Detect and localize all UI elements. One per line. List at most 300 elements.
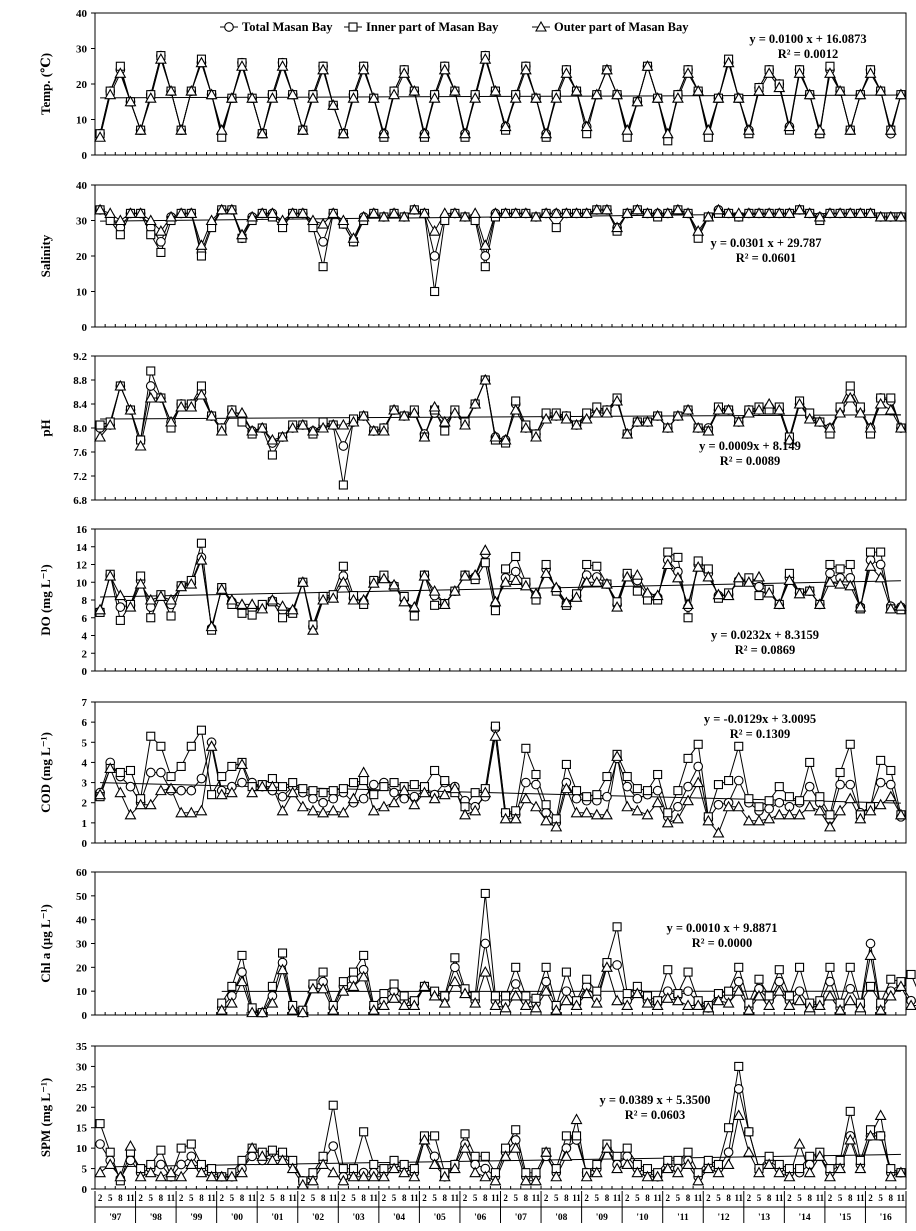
salinity-r-squared: R² = 0.0601 xyxy=(735,251,797,265)
cod-point-square xyxy=(431,766,439,774)
chla-panel xyxy=(38,867,916,1022)
do-y-tick-label: 14 xyxy=(76,541,87,554)
x-month-label: 5 xyxy=(189,1193,194,1203)
spm-point-square xyxy=(573,1132,581,1140)
x-month-label: 2 xyxy=(219,1193,224,1203)
cod-point-square xyxy=(339,785,347,793)
chla-point-square xyxy=(725,987,733,995)
chla-point-square xyxy=(755,975,763,983)
chla-point-square xyxy=(268,982,276,990)
x-month-label: 5 xyxy=(675,1193,681,1203)
x-year-label: '11 xyxy=(677,1213,689,1223)
spm-point-circle xyxy=(724,1148,733,1157)
x-month-label: 8 xyxy=(442,1193,447,1203)
cod-point-circle xyxy=(177,786,186,795)
spm-y-tick-label: 30 xyxy=(76,1061,87,1074)
cod-point-triangle xyxy=(490,731,500,740)
spm-point-circle xyxy=(734,1085,743,1094)
spm-y-tick-label: 10 xyxy=(76,1143,87,1156)
chla-point-circle xyxy=(775,977,784,986)
cod-y-tick-label: 3 xyxy=(81,777,87,790)
ph-point-square xyxy=(887,394,895,402)
x-month-label: 8 xyxy=(766,1193,772,1203)
spm-point-square xyxy=(187,1140,195,1148)
spm-point-square xyxy=(735,1062,743,1070)
x-month-label: 8 xyxy=(118,1193,123,1203)
cod-point-square xyxy=(755,803,763,811)
temperature-y-tick-label: 20 xyxy=(76,79,87,91)
chla-point-square xyxy=(775,966,783,974)
chla-point-circle xyxy=(238,968,247,977)
temperature-y-axis-label: Temp. (℃) xyxy=(38,52,53,116)
ph-y-tick-label: 6.8 xyxy=(73,495,87,507)
cod-point-square xyxy=(725,777,733,785)
cod-point-circle xyxy=(400,794,409,803)
cod-point-circle xyxy=(359,794,368,803)
cod-r-squared: R² = 0.1309 xyxy=(729,727,791,741)
x-month-label: 11 xyxy=(288,1193,297,1203)
cod-point-square xyxy=(147,732,155,740)
cod-point-circle xyxy=(278,792,287,801)
temperature-y-tick-label: 30 xyxy=(76,43,87,56)
cod-point-square xyxy=(532,771,540,779)
salinity-point-circle xyxy=(430,252,439,261)
spm-point-triangle xyxy=(724,1159,734,1168)
spm-point-triangle xyxy=(328,1168,338,1177)
do-point-square xyxy=(491,607,499,615)
x-month-label: 11 xyxy=(775,1193,784,1203)
x-month-label: 8 xyxy=(847,1193,853,1203)
cod-y-tick-label: 4 xyxy=(81,757,87,770)
cod-point-circle xyxy=(532,780,541,789)
cod-y-tick-label: 2 xyxy=(81,797,87,810)
chla-point-triangle xyxy=(866,950,876,959)
do-point-triangle xyxy=(754,572,764,581)
chla-point-square xyxy=(562,968,570,976)
chla-point-square xyxy=(502,992,510,1000)
spm-y-tick-label: 20 xyxy=(76,1102,87,1115)
chla-point-square xyxy=(228,982,236,990)
spm-y-tick-label: 35 xyxy=(76,1041,87,1053)
do-y-tick-label: 12 xyxy=(76,559,87,572)
x-month-label: 2 xyxy=(341,1193,346,1203)
cod-point-circle xyxy=(238,778,247,787)
cod-point-square xyxy=(218,773,226,781)
x-month-label: 5 xyxy=(391,1193,397,1203)
cod-point-circle xyxy=(522,778,531,787)
cod-point-circle xyxy=(369,780,378,789)
cod-point-square xyxy=(116,769,124,777)
do-point-square xyxy=(512,553,520,561)
spm-point-circle xyxy=(177,1160,186,1169)
x-year-label: '12 xyxy=(717,1213,730,1223)
spm-point-square xyxy=(177,1144,185,1152)
x-axis-labels xyxy=(95,1191,906,1223)
cod-point-square xyxy=(836,769,844,777)
cod-point-circle xyxy=(197,774,206,783)
cod-point-square xyxy=(187,742,195,750)
x-month-label: 11 xyxy=(734,1193,743,1203)
cod-point-square xyxy=(197,726,205,734)
cod-point-triangle xyxy=(278,806,288,815)
spm-point-square xyxy=(846,1107,854,1115)
x-month-label: 11 xyxy=(491,1193,500,1203)
x-year-label: '08 xyxy=(555,1213,568,1223)
do-point-square xyxy=(279,614,287,622)
cod-point-triangle xyxy=(815,806,825,815)
x-year-label: '05 xyxy=(433,1213,446,1223)
ph-plot-area xyxy=(95,356,906,500)
do-point-square xyxy=(116,616,124,624)
cod-trend-equation: y = -0.0129x + 3.0095 xyxy=(703,712,817,726)
chla-point-square xyxy=(593,987,601,995)
x-month-label: 8 xyxy=(280,1193,285,1203)
ph-point-square xyxy=(339,481,347,489)
x-year-label: '15 xyxy=(839,1213,852,1223)
chla-y-tick-label: 20 xyxy=(76,962,87,975)
spm-point-square xyxy=(725,1124,733,1132)
ph-point-square xyxy=(96,421,104,429)
chla-point-square xyxy=(785,992,793,1000)
spm-point-square xyxy=(745,1128,753,1136)
x-month-label: 5 xyxy=(837,1193,843,1203)
spm-point-square xyxy=(461,1130,469,1138)
salinity-y-axis-label: Salinity xyxy=(38,234,53,278)
salinity-point-square xyxy=(116,231,124,239)
x-year-label: '14 xyxy=(798,1213,811,1223)
cod-point-triangle xyxy=(298,802,308,811)
do-point-square xyxy=(684,614,692,622)
spm-point-triangle xyxy=(805,1168,815,1177)
cod-y-axis-label: COD (mg L⁻¹) xyxy=(38,732,53,813)
salinity-point-square xyxy=(431,288,439,296)
chla-point-triangle xyxy=(480,967,490,976)
ph-point-square xyxy=(512,397,520,405)
temperature-y-tick-label: 0 xyxy=(81,150,87,162)
spm-y-axis-label: SPM (mg L⁻¹) xyxy=(38,1077,53,1158)
cod-point-square xyxy=(177,762,185,770)
x-month-label: 11 xyxy=(247,1193,257,1203)
chla-y-axis-label: Chl a (µg L⁻¹) xyxy=(38,904,53,983)
cod-point-square xyxy=(796,797,804,805)
cod-point-circle xyxy=(805,782,814,791)
cod-point-circle xyxy=(603,792,612,801)
cod-point-square xyxy=(228,762,236,770)
cod-point-square xyxy=(542,801,550,809)
chla-point-square xyxy=(400,992,408,1000)
cod-point-triangle xyxy=(876,800,886,809)
x-year-label: '99 xyxy=(190,1213,203,1223)
salinity-point-square xyxy=(197,252,205,260)
cod-point-square xyxy=(826,811,834,819)
x-month-label: 5 xyxy=(310,1193,316,1203)
spm-point-triangle xyxy=(480,1172,490,1181)
spm-point-square xyxy=(562,1132,570,1140)
x-month-label: 2 xyxy=(462,1193,468,1203)
chla-point-triangle xyxy=(683,1000,693,1009)
cod-point-square xyxy=(806,758,814,766)
chart-panels xyxy=(38,8,916,1196)
cod-point-square xyxy=(522,744,530,752)
x-month-label: 2 xyxy=(787,1193,792,1203)
chla-point-square xyxy=(481,889,489,897)
cod-point-circle xyxy=(623,782,632,791)
x-month-label: 8 xyxy=(523,1193,529,1203)
do-point-square xyxy=(674,553,682,561)
chla-point-square xyxy=(451,954,459,962)
salinity-point-square xyxy=(147,231,155,239)
temperature-y-tick-label: 40 xyxy=(76,8,87,20)
spm-point-square xyxy=(268,1146,276,1154)
cod-point-square xyxy=(775,783,783,791)
salinity-point-square xyxy=(552,224,560,232)
cod-panel xyxy=(38,697,906,850)
ph-y-tick-label: 8.0 xyxy=(73,423,87,435)
cod-point-square xyxy=(603,773,611,781)
x-month-label: 2 xyxy=(665,1193,671,1203)
cod-point-square xyxy=(299,785,307,793)
x-month-label: 5 xyxy=(797,1193,802,1203)
do-y-tick-label: 16 xyxy=(76,524,87,536)
ph-point-square xyxy=(238,418,246,426)
cod-point-square xyxy=(887,766,895,774)
cod-series-markers-triangle xyxy=(95,731,906,837)
chla-y-tick-label: 60 xyxy=(76,867,87,879)
spm-point-triangle xyxy=(95,1168,105,1177)
chart-legend xyxy=(220,20,689,34)
chla-point-triangle xyxy=(511,991,521,1000)
x-month-label: 8 xyxy=(604,1193,610,1203)
do-point-circle xyxy=(116,603,125,612)
spm-r-squared: R² = 0.0603 xyxy=(624,1108,686,1122)
chla-point-square xyxy=(684,968,692,976)
spm-y-tick-label: 5 xyxy=(81,1163,87,1176)
x-year-label: '07 xyxy=(514,1213,527,1223)
x-month-label: 2 xyxy=(97,1193,103,1203)
x-year-label: '04 xyxy=(393,1213,406,1223)
cod-point-triangle xyxy=(622,802,632,811)
x-month-label: 8 xyxy=(807,1193,812,1203)
chla-point-triangle xyxy=(795,996,805,1005)
salinity-panel xyxy=(38,180,906,334)
cod-point-circle xyxy=(653,786,662,795)
cod-y-tick-label: 6 xyxy=(81,717,87,730)
cod-point-triangle xyxy=(825,822,835,831)
x-month-label: 2 xyxy=(543,1193,549,1203)
cod-point-circle xyxy=(572,794,581,803)
x-month-label: 5 xyxy=(594,1193,600,1203)
chla-point-circle xyxy=(866,939,875,948)
x-month-label: 11 xyxy=(126,1193,135,1203)
chla-trend-equation: y = 0.0010 x + 9.8871 xyxy=(666,921,778,935)
ph-y-tick-label: 9.2 xyxy=(73,351,87,363)
ph-trend-equation: y = 0.0009x + 8.149 xyxy=(699,439,801,453)
x-year-label: '06 xyxy=(474,1213,487,1223)
x-month-label: 8 xyxy=(401,1193,407,1203)
salinity-y-tick-label: 40 xyxy=(76,180,87,192)
do-point-square xyxy=(877,548,885,556)
do-point-square xyxy=(238,609,246,617)
cod-point-triangle xyxy=(196,806,206,815)
cod-point-circle xyxy=(126,782,135,791)
chla-point-circle xyxy=(846,984,855,993)
cod-point-circle xyxy=(146,768,155,777)
chla-y-tick-label: 0 xyxy=(81,1010,87,1022)
chla-point-square xyxy=(613,923,621,931)
cod-point-square xyxy=(441,777,449,785)
legend-label-circle: Total Masan Bay xyxy=(242,20,333,34)
cod-point-circle xyxy=(836,780,845,789)
spm-point-circle xyxy=(96,1140,105,1149)
x-month-label: 11 xyxy=(896,1193,906,1203)
ph-y-tick-label: 7.6 xyxy=(73,447,87,459)
legend-marker-square xyxy=(349,23,357,31)
cod-y-tick-label: 7 xyxy=(81,697,87,709)
chla-point-circle xyxy=(451,963,460,972)
temperature-trend-equation: y = 0.0100 x + 16.0873 xyxy=(749,32,867,46)
spm-point-triangle xyxy=(876,1110,886,1119)
cod-point-triangle xyxy=(683,796,693,805)
cod-point-triangle xyxy=(115,788,125,797)
x-month-label: 2 xyxy=(746,1193,752,1203)
do-point-triangle xyxy=(278,601,288,610)
x-month-label: 2 xyxy=(868,1193,873,1203)
ph-point-square xyxy=(197,382,205,390)
spm-series-markers-square xyxy=(96,1062,905,1184)
temperature-point-triangle xyxy=(703,125,713,134)
x-month-label: 5 xyxy=(716,1193,721,1203)
do-y-tick-label: 4 xyxy=(81,630,87,643)
cod-point-square xyxy=(694,740,702,748)
cod-point-square xyxy=(380,783,388,791)
x-month-label: 8 xyxy=(483,1193,488,1203)
do-point-square xyxy=(826,561,834,569)
spm-point-triangle xyxy=(156,1172,166,1181)
chla-point-square xyxy=(867,982,875,990)
x-month-label: 5 xyxy=(351,1193,356,1203)
salinity-point-square xyxy=(481,263,489,271)
cod-y-tick-label: 0 xyxy=(81,838,87,850)
x-month-label: 5 xyxy=(635,1193,640,1203)
x-month-label: 5 xyxy=(432,1193,437,1203)
temperature-series-line-triangle xyxy=(100,59,901,137)
spm-point-square xyxy=(360,1128,368,1136)
cod-point-square xyxy=(370,791,378,799)
ph-point-square xyxy=(268,451,276,459)
cod-point-square xyxy=(491,722,499,730)
spm-point-square xyxy=(431,1132,439,1140)
chla-point-square xyxy=(765,992,773,1000)
cod-point-square xyxy=(319,789,327,797)
cod-point-square xyxy=(126,766,134,774)
salinity-point-circle xyxy=(319,238,328,247)
x-month-label: 2 xyxy=(178,1193,184,1203)
do-panel xyxy=(38,524,906,678)
x-month-label: 8 xyxy=(361,1193,366,1203)
chla-point-square xyxy=(319,968,327,976)
chla-point-square xyxy=(623,990,631,998)
cod-point-triangle xyxy=(541,816,551,825)
chla-point-circle xyxy=(734,977,743,986)
cod-point-triangle xyxy=(349,794,359,803)
cod-point-square xyxy=(684,754,692,762)
x-month-label: 8 xyxy=(685,1193,691,1203)
x-month-label: 5 xyxy=(472,1193,478,1203)
chla-point-square xyxy=(664,966,672,974)
salinity-trend-equation: y = 0.0301 x + 29.787 xyxy=(710,236,822,250)
cod-point-triangle xyxy=(805,802,815,811)
spm-point-square xyxy=(481,1152,489,1160)
ph-y-axis-label: pH xyxy=(38,419,53,437)
cod-point-circle xyxy=(876,778,885,787)
cod-point-square xyxy=(390,779,398,787)
do-point-square xyxy=(431,601,439,609)
temperature-r-squared: R² = 0.0012 xyxy=(777,47,839,61)
spm-point-triangle xyxy=(744,1147,754,1156)
salinity-y-tick-label: 10 xyxy=(76,286,87,299)
cod-point-triangle xyxy=(572,808,582,817)
do-y-tick-label: 0 xyxy=(81,666,87,678)
x-month-label: 2 xyxy=(706,1193,711,1203)
ph-y-tick-label: 8.8 xyxy=(73,375,87,387)
cod-point-square xyxy=(360,777,368,785)
chla-point-square xyxy=(846,963,854,971)
x-month-label: 11 xyxy=(815,1193,825,1203)
cod-point-square xyxy=(816,793,824,801)
ph-y-tick-label: 7.2 xyxy=(73,471,87,483)
cod-point-square xyxy=(877,756,885,764)
x-month-label: 5 xyxy=(270,1193,275,1203)
cod-point-circle xyxy=(846,780,855,789)
x-month-label: 2 xyxy=(503,1193,508,1203)
salinity-point-circle xyxy=(481,252,490,261)
x-month-label: 8 xyxy=(199,1193,204,1203)
cod-point-square xyxy=(765,797,773,805)
chla-point-square xyxy=(735,963,743,971)
spm-point-square xyxy=(339,1165,347,1173)
x-month-label: 11 xyxy=(572,1193,581,1203)
cod-point-square xyxy=(714,781,722,789)
do-y-axis-label: DO (mg L⁻¹) xyxy=(38,564,53,636)
chla-point-circle xyxy=(795,987,804,996)
ph-series-markers-square xyxy=(96,367,905,489)
x-month-label: 2 xyxy=(381,1193,387,1203)
salinity-point-triangle xyxy=(105,208,115,217)
chla-point-circle xyxy=(613,961,622,970)
x-year-label: '97 xyxy=(109,1213,122,1223)
chla-point-circle xyxy=(481,939,490,948)
x-month-label: 5 xyxy=(229,1193,235,1203)
x-month-label: 11 xyxy=(166,1193,176,1203)
cod-point-triangle xyxy=(764,814,774,823)
salinity-y-tick-label: 20 xyxy=(76,251,87,263)
chla-point-square xyxy=(887,975,895,983)
chla-point-square xyxy=(512,963,520,971)
chla-point-square xyxy=(542,963,550,971)
temperature-point-triangle xyxy=(663,129,673,138)
x-month-label: 8 xyxy=(564,1193,569,1203)
cod-point-square xyxy=(623,773,631,781)
cod-point-circle xyxy=(319,798,328,807)
spm-point-square xyxy=(370,1160,378,1168)
cod-point-square xyxy=(350,779,358,787)
salinity-point-triangle xyxy=(146,216,156,225)
cod-point-circle xyxy=(734,776,743,785)
cod-point-square xyxy=(583,793,591,801)
x-month-label: 2 xyxy=(260,1193,265,1203)
cod-point-square xyxy=(562,760,570,768)
ph-y-tick-label: 8.4 xyxy=(73,399,87,411)
